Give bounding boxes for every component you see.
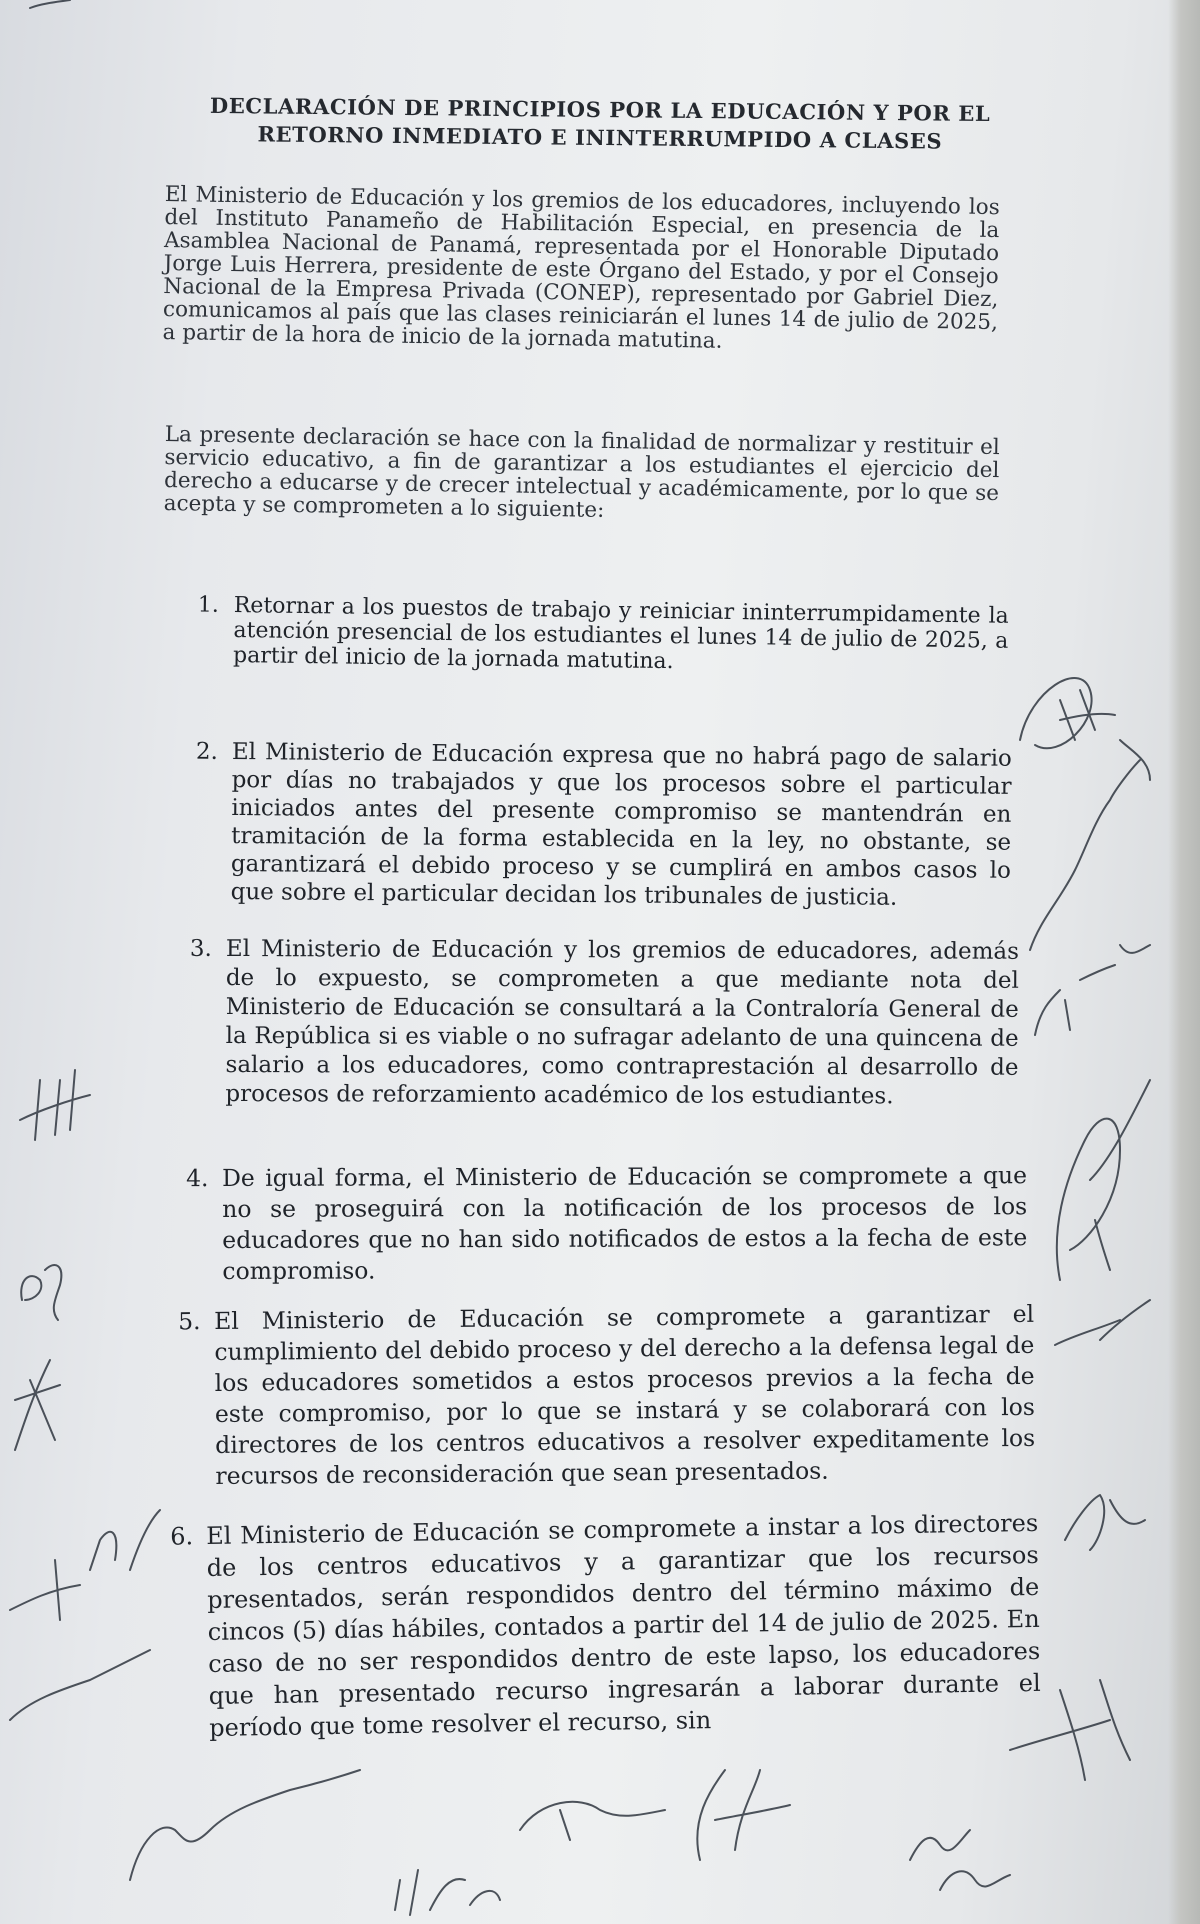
list-item [197, 592, 1009, 679]
signature-bottom-5 [910, 1830, 1010, 1890]
purpose-paragraph: La presente declaración se hace con la finalidad de normalizar y restituir el servicio educativo, a fin de garantizar a los estudiantes el ejercicio del derecho a educarse y de crecer intelectual y académicamente, por lo que se acepta y se comprometen a lo siguiente: [163, 422, 1000, 523]
signature-right-4 [1057, 1080, 1150, 1280]
list-item-text: Retornar a los puestos de trabajo y reiniciar ininterrumpidamente la atención presencial de los estudiantes el lunes 14 de julio de 2025, a partir del inicio de la jornada matutina. [232, 593, 1009, 675]
signature-right-2 [1030, 740, 1150, 950]
signature-left-4 [10, 1510, 160, 1620]
list-item-text: El Ministerio de Educación y los gremios de educadores, además de lo expuesto, se comprometen a que mediante nota del Ministerio de Educación se consultará a la Contraloría General de la República si es viable o no sufragar adelanto de una quincena de salario a los educadores, como contraprestación al desarrollo de procesos de reforzamiento académico de los estudiantes. [225, 936, 1019, 1110]
list-item-text: El Ministerio de Educación se compromete a garantizar el cumplimiento del debido proceso y del derecho a la defensa legal de los educadores sometidos a estos procesos previos a la fecha de este compromiso, por lo que se instará y se colaborará con los directores de los centros educativos a resolver expeditamente los recursos de reconsideración que sean presentados. [214, 1299, 1036, 1490]
signature-bottom-4 [697, 1770, 790, 1860]
signature-left-5 [10, 1650, 150, 1720]
list-item [170, 1507, 1041, 1744]
signature-right-6 [1065, 1495, 1145, 1550]
list-item [189, 935, 1019, 1112]
signature-bottom-2 [395, 1870, 500, 1915]
signature-right-1 [1020, 678, 1115, 748]
list-item-text: El Ministerio de Educación se compromete a instar a los directores de los centros educativos y a garantizar que los recursos presentados, serán respondidos dentro del término máximo de cincos (5) días hábiles, contados a partir del 14 de julio de 2025. En caso de no ser respondidos dentro de este lapso, los educadores que han presentado recurso ingresarán a laborar durante el período que tome resolver el recurso, sin [206, 1508, 1041, 1742]
signature-right-3 [1035, 945, 1150, 1035]
list-item-number: 3. [189, 935, 212, 962]
list-item [186, 1160, 1028, 1287]
list-item-number: 5. [178, 1307, 201, 1336]
signature-left-1 [20, 1070, 90, 1140]
list-item-number: 6. [170, 1522, 194, 1551]
signature-right-5 [1055, 1300, 1150, 1345]
signature-bottom-3 [520, 1802, 665, 1840]
list-item-text: El Ministerio de Educación expresa que no habrá pago de salario por días no trabajados y que los procesos sobre el particular iniciados antes del presente compromiso se mantendrán en tramitación de la forma establecida en la ley, no obstante, se garantizará el debido proceso y se cumplirá en ambos casos lo que sobre el particular decidan los tribunales de justicia. [230, 738, 1012, 911]
signature-top-left-corner [30, 0, 70, 8]
document-title: DECLARACIÓN DE PRINCIPIOS POR LA EDUCACIÓN Y POR EL RETORNO INMEDIATO E ININTERRUMPIDO A CLASES [209, 92, 991, 154]
list-item-text: De igual forma, el Ministerio de Educación se compromete a que no se proseguirá con la notificación de los procesos de los educadores que no han sido notificados de estos a la fecha de este compromiso. [222, 1161, 1028, 1285]
list-item-number: 1. [197, 592, 220, 618]
signature-left-3 [15, 1360, 60, 1450]
list-item [178, 1299, 1036, 1492]
intro-paragraph: El Ministerio de Educación y los gremios de los educadores, incluyendo los del Instituto Panameño de Habilitación Especial, en presencia de la Asamblea Nacional de Panamá, representada por el Honorable Diputado Jorge Luis Herrera, presidente de este Órgano del Estado, y por el Consejo Nacional de la Empresa Privada (CONEP), representado por Gabriel Diez, comunicamos al país que las clases reiniciarán el lunes 14 de julio de 2025, a partir de la hora de inicio de la jornada matutina. [162, 182, 1000, 354]
list-item-number: 4. [186, 1164, 209, 1193]
signature-bottom-1 [130, 1770, 360, 1880]
signature-left-2 [21, 1265, 61, 1320]
list-item [195, 738, 1012, 913]
list-item-number: 2. [195, 738, 218, 765]
